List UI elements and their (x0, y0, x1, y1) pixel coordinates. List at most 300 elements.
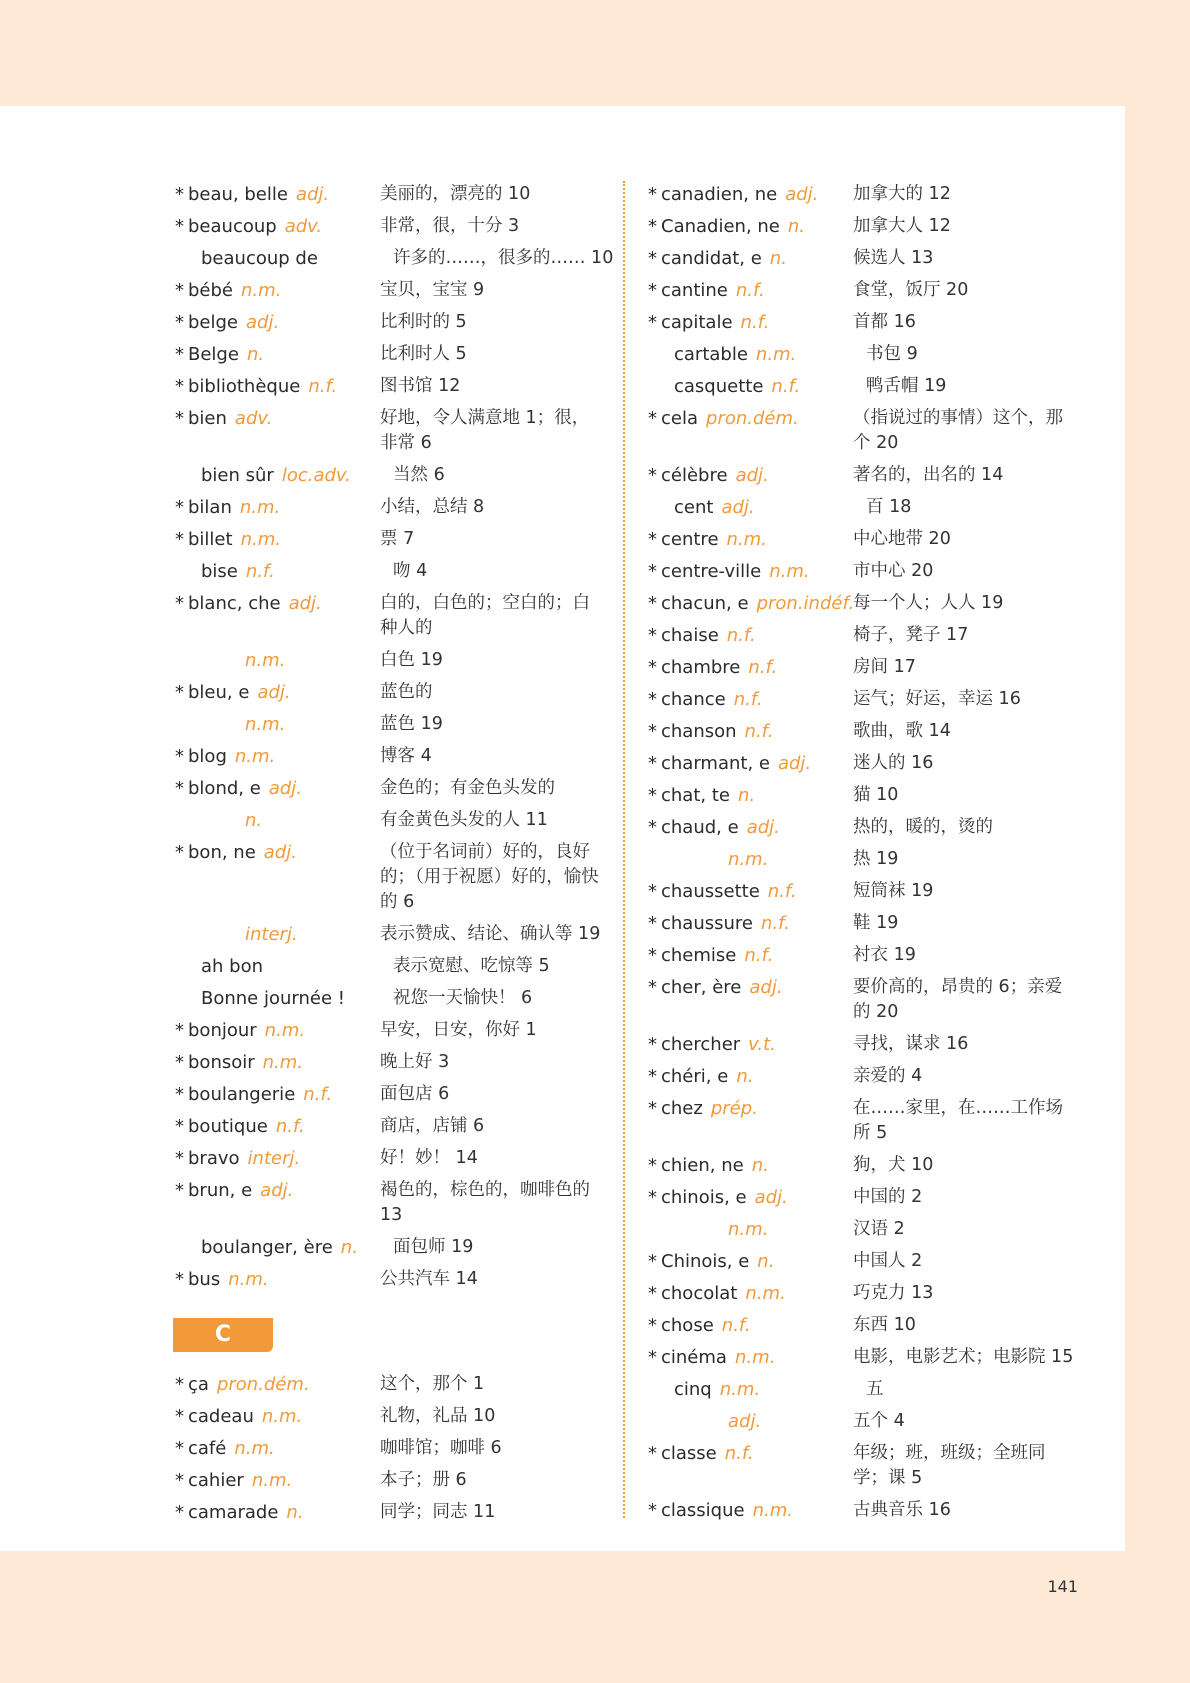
entry-word: chercher (661, 1034, 741, 1055)
part-of-speech: n.m. (726, 529, 767, 550)
part-of-speech: n.m. (734, 1347, 776, 1368)
entry-headword (648, 559, 853, 584)
part-of-speech: n.m. (719, 1379, 761, 1400)
dictionary-entry (648, 310, 1088, 335)
dictionary-entry (648, 1064, 1088, 1089)
core-word-marker: * (175, 1470, 184, 1491)
entry-headword (648, 719, 853, 744)
entry-definition: 表示宽慰、吃惊等 5 (393, 956, 550, 976)
entry-definition: 好！妙！ 14 (380, 1148, 478, 1168)
entry-definition: 褐色的，棕色的，咖啡色的 13 (380, 1180, 590, 1225)
entry-word: belge (188, 312, 239, 333)
entry-definition: 狗，犬 10 (853, 1155, 934, 1175)
entry-definition: 古典音乐 16 (853, 1500, 951, 1520)
core-word-marker: * (175, 1052, 184, 1073)
part-of-speech: pron.dém. (216, 1374, 310, 1395)
entry-list-b (175, 182, 615, 1292)
entry-headword (175, 1050, 380, 1075)
entry-headword (648, 815, 853, 840)
page-number: 141 (1047, 1577, 1078, 1596)
dictionary-entry (648, 623, 1088, 648)
entry-headword (648, 1032, 853, 1057)
core-word-marker: * (648, 881, 657, 902)
entry-headword (175, 310, 380, 335)
entry-word: blond, e (188, 778, 261, 799)
entry-word: cadeau (188, 1406, 254, 1427)
entry-definition: 面包店 6 (380, 1084, 450, 1104)
core-word-marker: * (175, 593, 184, 614)
entry-headword (648, 1217, 853, 1242)
entry-word: chaise (661, 625, 719, 646)
dictionary-entry (648, 1032, 1088, 1057)
entry-definition: 首都 16 (853, 312, 916, 332)
core-word-marker: * (648, 1500, 657, 1521)
entry-word: café (188, 1438, 227, 1459)
entry-word: chéri, e (661, 1066, 729, 1087)
entry-word: casquette (674, 376, 764, 397)
entry-headword (648, 911, 853, 936)
dictionary-entry (175, 1082, 615, 1107)
part-of-speech: n.f. (733, 689, 763, 710)
entry-definition: 蓝色的 (380, 682, 433, 702)
dictionary-entry (175, 342, 615, 367)
core-word-marker: * (648, 625, 657, 646)
dictionary-entry (175, 559, 615, 584)
entry-list-c (175, 1372, 615, 1525)
entry-word: bleu, e (188, 682, 250, 703)
core-word-marker: * (648, 1283, 657, 1304)
entry-word: chemise (661, 945, 737, 966)
entry-word: blanc, che (188, 593, 281, 614)
part-of-speech: adj. (735, 465, 769, 486)
core-word-marker: * (175, 1502, 184, 1523)
entry-word: cela (661, 408, 699, 429)
dictionary-entry (648, 1185, 1088, 1210)
dictionary-entry (175, 1267, 615, 1292)
dictionary-entry (648, 1313, 1088, 1338)
entry-word: beaucoup de (201, 248, 318, 269)
entry-headword (648, 278, 853, 303)
core-word-marker: * (648, 1098, 657, 1119)
part-of-speech: adj. (288, 593, 322, 614)
dictionary-entry (648, 1281, 1088, 1306)
dictionary-entry (648, 1441, 1088, 1491)
part-of-speech: n.f. (744, 945, 774, 966)
core-word-marker: * (648, 1155, 657, 1176)
entry-headword (648, 310, 853, 335)
entry-definition: 同学；同志 11 (380, 1502, 496, 1522)
part-of-speech: n.f. (275, 1116, 305, 1137)
entry-definition: 吻 4 (393, 561, 428, 581)
core-word-marker: * (648, 721, 657, 742)
core-word-marker: * (175, 408, 184, 429)
part-of-speech: n.f. (761, 913, 790, 934)
entry-definition: 礼物，礼品 10 (380, 1406, 496, 1426)
dictionary-entry (648, 975, 1088, 1025)
entry-definition: （位于名词前）好的，良好的；（用于祝愿）好的，愉快的 6 (380, 842, 599, 912)
core-word-marker: * (648, 184, 657, 205)
dictionary-entry (175, 406, 615, 456)
dictionary-entry (648, 1498, 1088, 1523)
entry-definition: 博客 4 (380, 746, 432, 766)
entry-definition: 著名的，出名的 14 (853, 465, 1004, 485)
core-word-marker: * (648, 1187, 657, 1208)
core-word-marker: * (648, 817, 657, 838)
dictionary-entry (175, 1235, 615, 1260)
part-of-speech: n.m. (240, 529, 281, 550)
part-of-speech: n.f. (721, 1315, 751, 1336)
entry-definition: 美丽的，漂亮的 10 (380, 184, 531, 204)
entry-word: ça (188, 1374, 209, 1395)
entry-word: chocolat (661, 1283, 738, 1304)
entry-headword (648, 182, 853, 207)
part-of-speech: adj. (260, 1180, 294, 1201)
entry-word: bravo (188, 1148, 240, 1169)
part-of-speech: n. (757, 1251, 775, 1272)
entry-word: cinq (674, 1379, 712, 1400)
entry-definition: 食堂，饭厅 20 (853, 280, 969, 300)
part-of-speech: loc.adv. (281, 465, 351, 486)
part-of-speech: n. (787, 216, 806, 237)
entry-headword (648, 1498, 853, 1523)
entry-word: bon, ne (188, 842, 256, 863)
entry-word: chien, ne (661, 1155, 744, 1176)
dictionary-entry (175, 1050, 615, 1075)
core-word-marker: * (648, 689, 657, 710)
dictionary-entry (648, 559, 1088, 584)
part-of-speech: adv. (284, 216, 323, 237)
entry-headword (648, 943, 853, 968)
entry-headword (175, 712, 380, 737)
core-word-marker: * (648, 657, 657, 678)
dictionary-entry (175, 680, 615, 705)
entry-word: chanson (661, 721, 737, 742)
dictionary-entry (648, 655, 1088, 680)
entry-definition: 东西 10 (853, 1315, 916, 1335)
entry-definition: 鞋 19 (853, 913, 899, 933)
core-word-marker: * (648, 785, 657, 806)
dictionary-entry (648, 527, 1088, 552)
part-of-speech: adj. (785, 184, 819, 205)
core-word-marker: * (175, 1148, 184, 1169)
entry-definition: 要价高的，昂贵的 6；亲爱的 20 (853, 977, 1063, 1022)
entry-definition: 宝贝，宝宝 9 (380, 280, 485, 300)
entry-word: classe (661, 1443, 717, 1464)
entry-word: capitale (661, 312, 733, 333)
entry-word: bien sûr (201, 465, 274, 486)
part-of-speech: n.m. (745, 1283, 786, 1304)
part-of-speech: n.m. (239, 497, 281, 518)
dictionary-entry (648, 214, 1088, 239)
dictionary-entry (648, 1249, 1088, 1274)
part-of-speech: n.m. (245, 714, 286, 735)
entry-headword (175, 986, 393, 1011)
dictionary-entry (648, 911, 1088, 936)
part-of-speech: interj. (247, 1148, 301, 1169)
entry-word: chose (661, 1315, 714, 1336)
core-word-marker: * (175, 280, 184, 301)
entry-definition: 猫 10 (853, 785, 899, 805)
part-of-speech: n.f. (245, 561, 275, 582)
part-of-speech: n. (737, 785, 756, 806)
entry-word: cahier (188, 1470, 244, 1491)
dictionary-entry (648, 783, 1088, 808)
entry-headword (648, 374, 866, 399)
entry-definition: 热 19 (853, 849, 899, 869)
entry-definition: 好地，令人满意地 1；很，非常 6 (380, 408, 590, 453)
entry-headword (175, 1146, 380, 1171)
dictionary-entry (175, 463, 615, 488)
entry-definition: 巧克力 13 (853, 1283, 934, 1303)
dictionary-entry (175, 1018, 615, 1043)
entry-headword (175, 1468, 380, 1493)
entry-word: charmant, e (661, 753, 770, 774)
part-of-speech: adj. (746, 817, 780, 838)
entry-word: chance (661, 689, 726, 710)
entry-headword (175, 278, 380, 303)
entry-headword (175, 374, 380, 399)
core-word-marker: * (175, 1438, 184, 1459)
part-of-speech: adj. (257, 682, 291, 703)
entry-definition: 衬衣 19 (853, 945, 916, 965)
entry-definition: 晚上好 3 (380, 1052, 450, 1072)
entry-definition: 金色的；有金色头发的 (380, 778, 555, 798)
dictionary-entry (175, 1372, 615, 1397)
entry-headword (175, 1267, 380, 1292)
dictionary-entry (648, 751, 1088, 776)
entry-headword (648, 655, 853, 680)
entry-headword (648, 1409, 853, 1434)
entry-word: bibliothèque (188, 376, 301, 397)
dictionary-entry (648, 278, 1088, 303)
entry-word: cent (674, 497, 714, 518)
entry-definition: 电影，电影艺术；电影院 15 (853, 1347, 1074, 1367)
part-of-speech: n.m. (251, 1470, 293, 1491)
core-word-marker: * (175, 682, 184, 703)
entry-headword (175, 1235, 393, 1260)
entry-headword (175, 1114, 380, 1139)
dictionary-entry (175, 986, 615, 1011)
entry-headword (175, 1372, 380, 1397)
entry-word: blog (188, 746, 227, 767)
part-of-speech: adv. (234, 408, 273, 429)
core-word-marker: * (175, 778, 184, 799)
entry-headword (648, 495, 866, 520)
entry-headword (175, 246, 393, 271)
part-of-speech: n. (286, 1502, 304, 1523)
entry-definition: 比利时的 5 (380, 312, 467, 332)
core-word-marker: * (648, 1251, 657, 1272)
entry-definition: 有金黄色头发的人 11 (380, 810, 548, 830)
entry-headword (175, 527, 380, 552)
core-word-marker: * (175, 216, 184, 237)
entry-definition: 椅子，凳子 17 (853, 625, 969, 645)
entry-headword (175, 1018, 380, 1043)
core-word-marker: * (175, 184, 184, 205)
core-word-marker: * (648, 977, 657, 998)
core-word-marker: * (648, 945, 657, 966)
dictionary-entry (175, 495, 615, 520)
entry-word: bien (188, 408, 227, 429)
entry-definition: 迷人的 16 (853, 753, 934, 773)
dictionary-entry (648, 879, 1088, 904)
core-word-marker: * (175, 1180, 184, 1201)
core-word-marker: * (648, 913, 657, 934)
part-of-speech: n. (769, 248, 787, 269)
entry-word: canadien, ne (661, 184, 778, 205)
entry-headword (648, 342, 866, 367)
part-of-speech: n.f. (303, 1084, 333, 1105)
core-word-marker: * (175, 1084, 184, 1105)
entry-word: chinois, e (661, 1187, 747, 1208)
entry-word: cartable (674, 344, 748, 365)
entry-word: bébé (188, 280, 233, 301)
entry-definition: 票 7 (380, 529, 415, 549)
part-of-speech: n.m. (728, 1219, 769, 1240)
entry-headword (175, 840, 380, 865)
entry-list-right (648, 182, 1088, 1523)
entry-word: Canadien, ne (661, 216, 780, 237)
entry-headword (648, 214, 853, 239)
entry-word: chat, te (661, 785, 730, 806)
entry-headword (648, 687, 853, 712)
core-word-marker: * (175, 1406, 184, 1427)
dictionary-entry (648, 342, 1088, 367)
entry-headword (648, 527, 853, 552)
dictionary-entry (175, 922, 615, 947)
part-of-speech: n. (245, 810, 263, 831)
entry-definition: 市中心 20 (853, 561, 934, 581)
entry-definition: 白色 19 (380, 650, 443, 670)
entry-definition: 寻找，谋求 16 (853, 1034, 969, 1054)
entry-definition: 表示赞成、结论、确认等 19 (380, 924, 601, 944)
entry-definition: 图书馆 12 (380, 376, 461, 396)
entry-word: beaucoup (188, 216, 277, 237)
part-of-speech: n.f. (740, 312, 770, 333)
part-of-speech: n. (736, 1066, 754, 1087)
core-word-marker: * (648, 1066, 657, 1087)
dictionary-entry (175, 1404, 615, 1429)
entry-headword (175, 342, 380, 367)
core-word-marker: * (648, 1315, 657, 1336)
part-of-speech: n.f. (308, 376, 338, 397)
dictionary-entry (175, 1114, 615, 1139)
entry-headword (648, 1064, 853, 1089)
entry-definition: 公共汽车 14 (380, 1269, 478, 1289)
entry-word: camarade (188, 1502, 279, 1523)
core-word-marker: * (648, 408, 657, 429)
entry-headword (648, 1153, 853, 1178)
entry-word: bilan (188, 497, 232, 518)
dictionary-entry (648, 463, 1088, 488)
part-of-speech: n.f. (744, 721, 774, 742)
entry-definition: 面包师 19 (393, 1237, 474, 1257)
entry-word: chez (661, 1098, 703, 1119)
entry-headword (175, 214, 380, 239)
entry-headword (648, 879, 853, 904)
entry-definition: 加拿大的 12 (853, 184, 951, 204)
entry-headword (648, 783, 853, 808)
entry-headword (175, 1436, 380, 1461)
core-word-marker: * (648, 1443, 657, 1464)
entry-headword (648, 246, 853, 271)
core-word-marker: * (175, 1116, 184, 1137)
dictionary-entry (648, 406, 1088, 456)
part-of-speech: n.f. (771, 376, 801, 397)
dictionary-entry (175, 591, 615, 641)
column-divider (623, 181, 625, 1518)
dictionary-entry (175, 214, 615, 239)
part-of-speech: pron.dém. (706, 408, 799, 429)
part-of-speech: adj. (295, 184, 330, 205)
entry-definition: 非常，很，十分 3 (380, 216, 520, 236)
entry-headword (648, 1249, 853, 1274)
part-of-speech: n.m. (261, 1406, 303, 1427)
core-word-marker: * (648, 216, 657, 237)
part-of-speech: interj. (245, 924, 298, 945)
core-word-marker: * (648, 465, 657, 486)
part-of-speech: n.m. (228, 1269, 269, 1290)
part-of-speech: adj. (728, 1411, 762, 1432)
dictionary-entry (175, 1146, 615, 1171)
entry-word: chaussure (661, 913, 753, 934)
core-word-marker: * (648, 312, 657, 333)
part-of-speech: n.m. (234, 1438, 275, 1459)
part-of-speech: n. (246, 344, 265, 365)
part-of-speech: n.m. (241, 280, 282, 301)
entry-definition: 歌曲，歌 14 (853, 721, 951, 741)
entry-definition: 白的，白色的；空白的；白种人的 (380, 593, 590, 638)
entry-word: cantine (661, 280, 728, 301)
dictionary-entry (648, 374, 1088, 399)
dictionary-entry (648, 246, 1088, 271)
entry-word: bus (188, 1269, 221, 1290)
dictionary-entry (648, 847, 1088, 872)
part-of-speech: n.m. (755, 344, 797, 365)
entry-headword (648, 1185, 853, 1210)
dictionary-entry (175, 1468, 615, 1493)
entry-headword (648, 463, 853, 488)
part-of-speech: prép. (710, 1098, 758, 1119)
entry-headword (175, 776, 380, 801)
entry-word: cher, ère (661, 977, 742, 998)
entry-definition: 咖啡馆；咖啡 6 (380, 1438, 502, 1458)
entry-headword (648, 1345, 853, 1370)
entry-headword (175, 744, 380, 769)
dictionary-entry (648, 943, 1088, 968)
core-word-marker: * (175, 529, 184, 550)
dictionary-entry (648, 815, 1088, 840)
entry-word: Belge (188, 344, 239, 365)
dictionary-entry (175, 954, 615, 979)
entry-headword (175, 591, 380, 616)
entry-definition: 蓝色 19 (380, 714, 443, 734)
dictionary-entry (175, 1436, 615, 1461)
part-of-speech: adj. (721, 497, 755, 518)
right-column (648, 182, 1088, 1530)
entry-headword (175, 559, 393, 584)
dictionary-entry (648, 591, 1088, 616)
entry-headword (648, 847, 853, 872)
part-of-speech: n.m. (752, 1500, 793, 1521)
dictionary-entry (648, 1377, 1088, 1402)
core-word-marker: * (648, 529, 657, 550)
dictionary-entry (175, 374, 615, 399)
dictionary-entry (648, 1345, 1088, 1370)
part-of-speech: n.f. (767, 881, 797, 902)
page-sheet (0, 106, 1125, 1551)
entry-headword (175, 1082, 380, 1107)
